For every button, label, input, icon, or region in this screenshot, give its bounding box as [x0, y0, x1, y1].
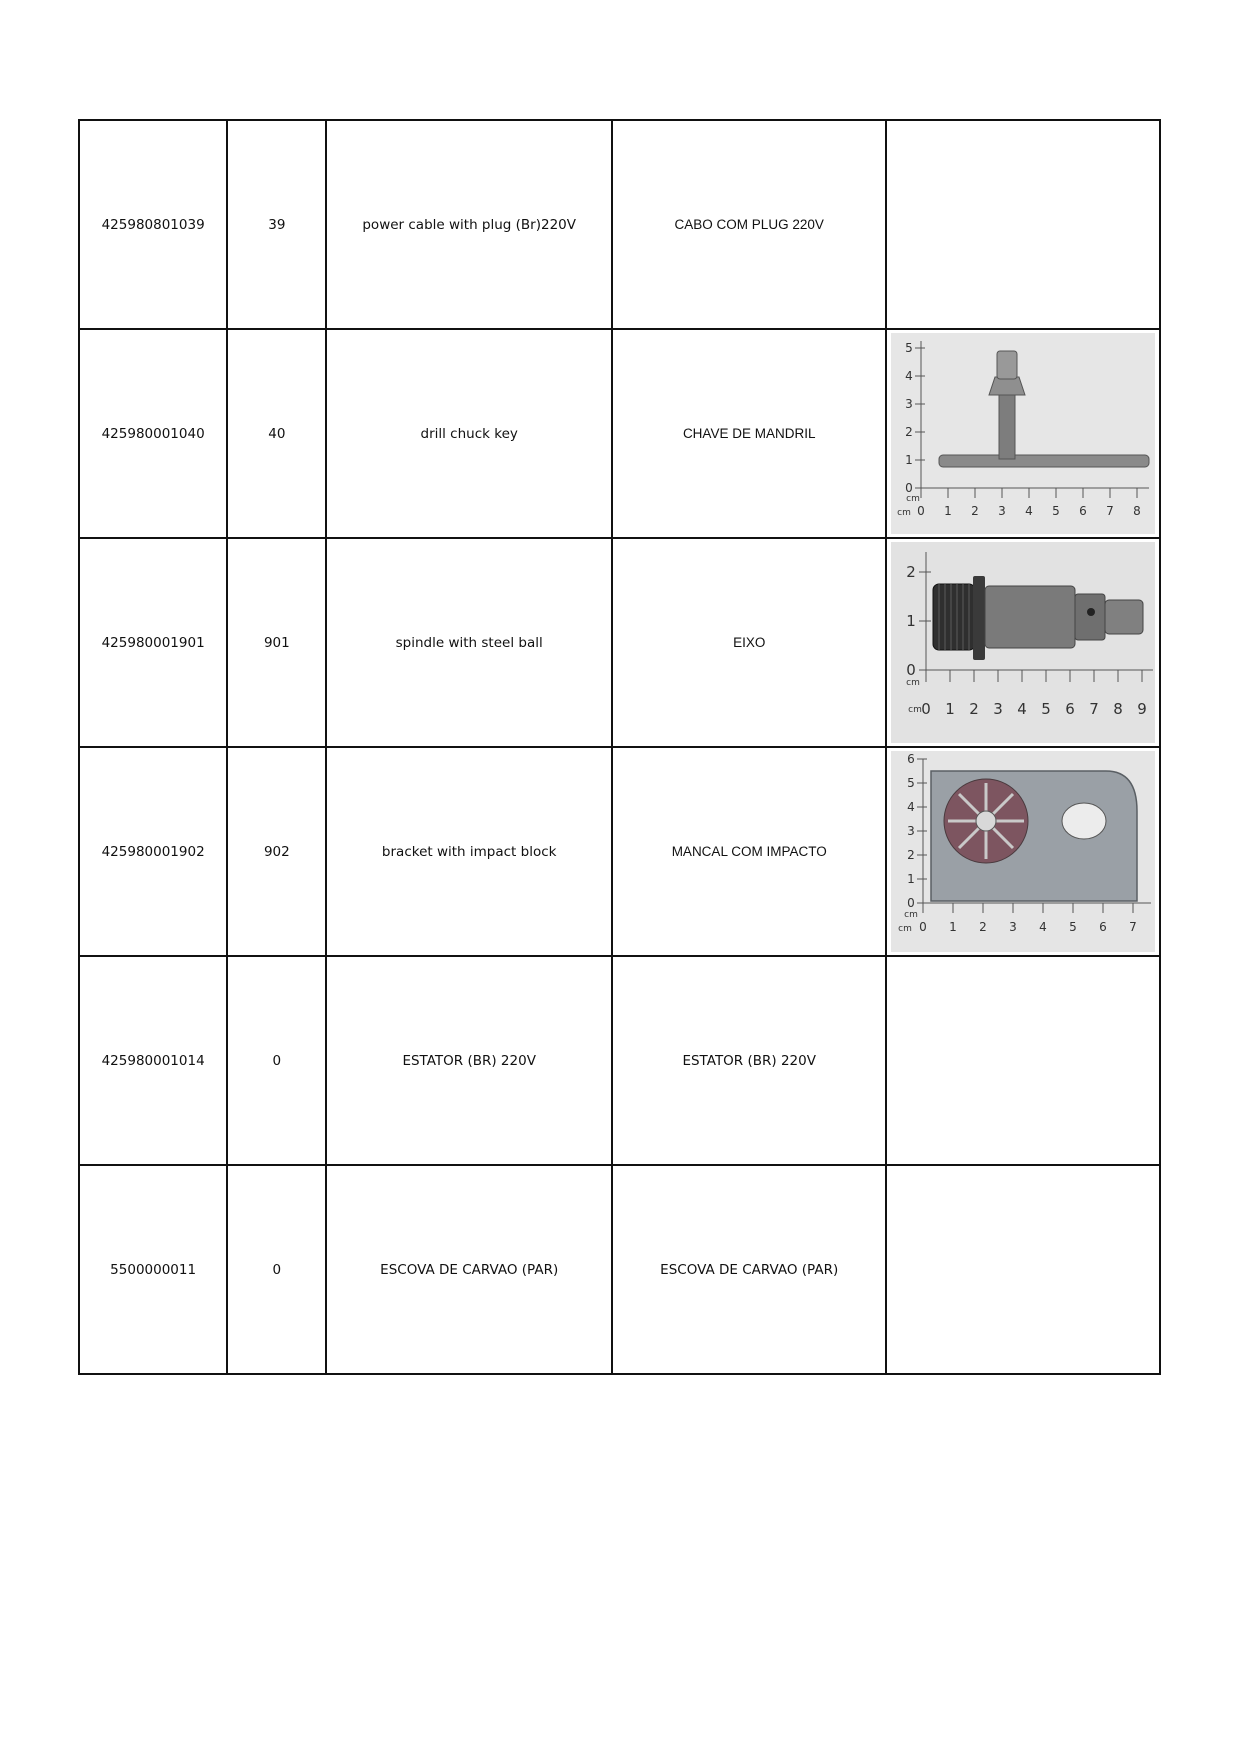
ruler-y-tick: 5	[907, 776, 916, 790]
table-row	[79, 1165, 1160, 1374]
position-number: 902	[227, 747, 326, 956]
description-pt: ESCOVA DE CARVAO (PAR)	[612, 1165, 887, 1374]
ruler-y-tick: 1	[905, 453, 914, 467]
photo-cell-empty	[886, 120, 1160, 329]
part-number: 425980001901	[79, 538, 227, 747]
part-number: 5500000011	[79, 1165, 227, 1374]
ruler-y-tick: 1	[907, 872, 916, 886]
ruler-x-tick: 3	[998, 504, 1007, 518]
ruler-x-tick: 0	[919, 920, 928, 934]
ruler-x-tick: 6	[1079, 504, 1088, 518]
photo-cell	[886, 329, 1160, 538]
description-en: power cable with plug (Br)220V	[326, 120, 612, 329]
ruler-x-tick: 5	[1052, 504, 1061, 518]
position-number: 901	[227, 538, 326, 747]
position-number: 0	[227, 1165, 326, 1374]
table-row	[79, 747, 1160, 956]
description-pt: EIXO	[612, 538, 887, 747]
ruler-x-tick: 7	[1089, 700, 1099, 718]
ruler-x-tick: 1	[945, 700, 955, 718]
ruler-y-tick: 0	[905, 481, 914, 495]
ruler-x-tick: 6	[1065, 700, 1075, 718]
ruler-x-tick: 0	[921, 700, 931, 718]
ruler-x-tick: 1	[949, 920, 958, 934]
ruler-unit: cm	[906, 678, 921, 688]
ruler-unit: cm	[906, 494, 921, 504]
photo-cell	[886, 538, 1160, 747]
position-number: 39	[227, 120, 326, 329]
ruler-x-tick: 4	[1039, 920, 1048, 934]
parts-table	[78, 119, 1161, 1375]
ruler-y-tick: 3	[907, 824, 916, 838]
position-number: 40	[227, 329, 326, 538]
ruler-x-tick: 2	[979, 920, 988, 934]
ruler-y-tick: 0	[907, 896, 916, 910]
table-row	[79, 329, 1160, 538]
description-pt: CHAVE DE MANDRIL	[612, 329, 887, 538]
ruler-y-tick: 4	[905, 369, 914, 383]
position-number: 0	[227, 956, 326, 1165]
ruler-x-tick: 2	[971, 504, 980, 518]
bracket-photo	[891, 751, 1155, 952]
table-row	[79, 120, 1160, 329]
ruler-x-tick: 4	[1025, 504, 1034, 518]
part-number: 425980801039	[79, 120, 227, 329]
description-pt: CABO COM PLUG 220V	[612, 120, 887, 329]
description-en: spindle with steel ball	[326, 538, 612, 747]
part-number: 425980001902	[79, 747, 227, 956]
ruler-unit: cm	[904, 910, 919, 920]
chuck-key-photo	[891, 333, 1155, 534]
ruler-x-tick: 7	[1129, 920, 1138, 934]
ruler-y-tick: 4	[907, 800, 916, 814]
ruler-y-tick: 5	[905, 341, 914, 355]
part-number: 425980001040	[79, 329, 227, 538]
ruler-unit: cm	[897, 508, 912, 518]
ruler-x-tick: 2	[969, 700, 979, 718]
ruler-y-tick: 2	[906, 563, 916, 581]
ruler-x-tick: 8	[1133, 504, 1142, 518]
ruler-y-tick: 3	[905, 397, 914, 411]
ruler-x-tick: 5	[1069, 920, 1078, 934]
ruler-unit: cm	[908, 705, 923, 715]
table-row	[79, 956, 1160, 1165]
ruler-x-tick: 6	[1099, 920, 1108, 934]
photo-cell-empty	[886, 1165, 1160, 1374]
spindle-photo	[891, 542, 1155, 743]
ruler-x-tick: 3	[1009, 920, 1018, 934]
ruler-y-tick: 2	[907, 848, 916, 862]
table-row	[79, 538, 1160, 747]
description-en: drill chuck key	[326, 329, 612, 538]
ruler-x-tick: 9	[1137, 700, 1147, 718]
ruler-x-tick: 0	[917, 504, 926, 518]
part-number: 425980001014	[79, 956, 227, 1165]
photo-cell	[886, 747, 1160, 956]
ruler-x-tick: 4	[1017, 700, 1027, 718]
ruler-y-tick: 6	[907, 752, 916, 766]
ruler-x-tick: 8	[1113, 700, 1123, 718]
ruler-x-tick: 7	[1106, 504, 1115, 518]
ruler-y-tick: 2	[905, 425, 914, 439]
description-en: ESTATOR (BR) 220V	[326, 956, 612, 1165]
ruler-x-tick: 5	[1041, 700, 1051, 718]
ruler-x-tick: 1	[944, 504, 953, 518]
ruler-x-tick: 3	[993, 700, 1003, 718]
description-en: ESCOVA DE CARVAO (PAR)	[326, 1165, 612, 1374]
ruler-y-tick: 1	[906, 612, 916, 630]
photo-cell-empty	[886, 956, 1160, 1165]
description-pt: MANCAL COM IMPACTO	[612, 747, 887, 956]
ruler-unit: cm	[898, 924, 913, 934]
description-en: bracket with impact block	[326, 747, 612, 956]
description-pt: ESTATOR (BR) 220V	[612, 956, 887, 1165]
ruler-y-tick: 0	[906, 661, 916, 679]
